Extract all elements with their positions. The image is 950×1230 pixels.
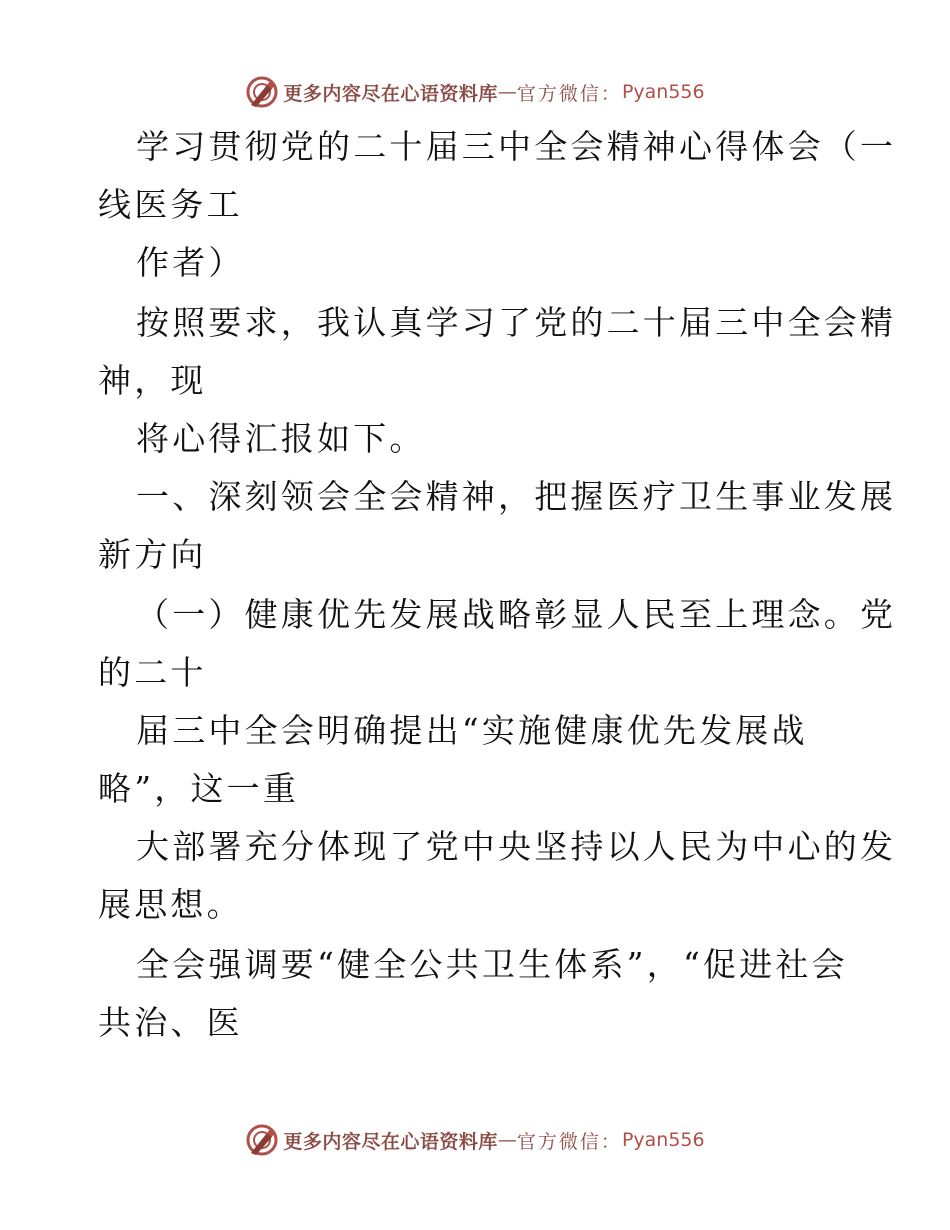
paragraph-line: 略”，这一重 — [98, 769, 300, 808]
paragraph-line: 大部署充分体现了党中央坚持以人民为中心的发 — [136, 827, 897, 866]
paragraph-line: （一）健康优先发展战略彰显人民至上理念。党 — [136, 595, 897, 634]
pen-logo-icon — [245, 1123, 279, 1157]
watermark-wechat-id: Pyan556 — [621, 1129, 705, 1151]
watermark-dash: — — [497, 1129, 517, 1151]
section-heading-line: 新方向 — [98, 535, 207, 574]
paragraph-line: 按照要求，我认真学习了党的二十届三中全会精 — [136, 303, 897, 342]
paragraph-line: 共治、医 — [98, 1003, 243, 1042]
watermark-wechat-label: 官方微信： — [516, 82, 622, 105]
title-line-3: 作者） — [136, 243, 245, 282]
watermark-main-text: 更多内容尽在心语资料库 — [283, 1130, 498, 1153]
paragraph-line: 全会强调要“健全公共卫生体系”，“促进社会 — [136, 945, 848, 984]
paragraph-line: 将心得汇报如下。 — [136, 419, 426, 458]
title-line-2: 线医务工 — [98, 185, 243, 224]
section-heading-line: 一、深刻领会全会精神，把握医疗卫生事业发展 — [136, 477, 897, 516]
watermark-banner-top — [0, 72, 950, 112]
paragraph-line: 展思想。 — [98, 885, 243, 924]
paragraph-line: 的二十 — [98, 653, 207, 692]
paragraph-line: 神，现 — [98, 361, 207, 400]
paragraph-line: 届三中全会明确提出“实施健康优先发展战 — [136, 711, 808, 750]
pen-logo-icon — [245, 75, 279, 109]
watermark-main-text: 更多内容尽在心语资料库 — [283, 82, 498, 105]
watermark-dash: — — [497, 81, 517, 103]
watermark-banner-bottom — [0, 1120, 950, 1160]
title-line-1: 学习贯彻党的二十届三中全会精神心得体会（一 — [136, 127, 897, 166]
watermark-wechat-id: Pyan556 — [621, 81, 705, 103]
watermark-wechat-label: 官方微信： — [516, 1130, 622, 1153]
